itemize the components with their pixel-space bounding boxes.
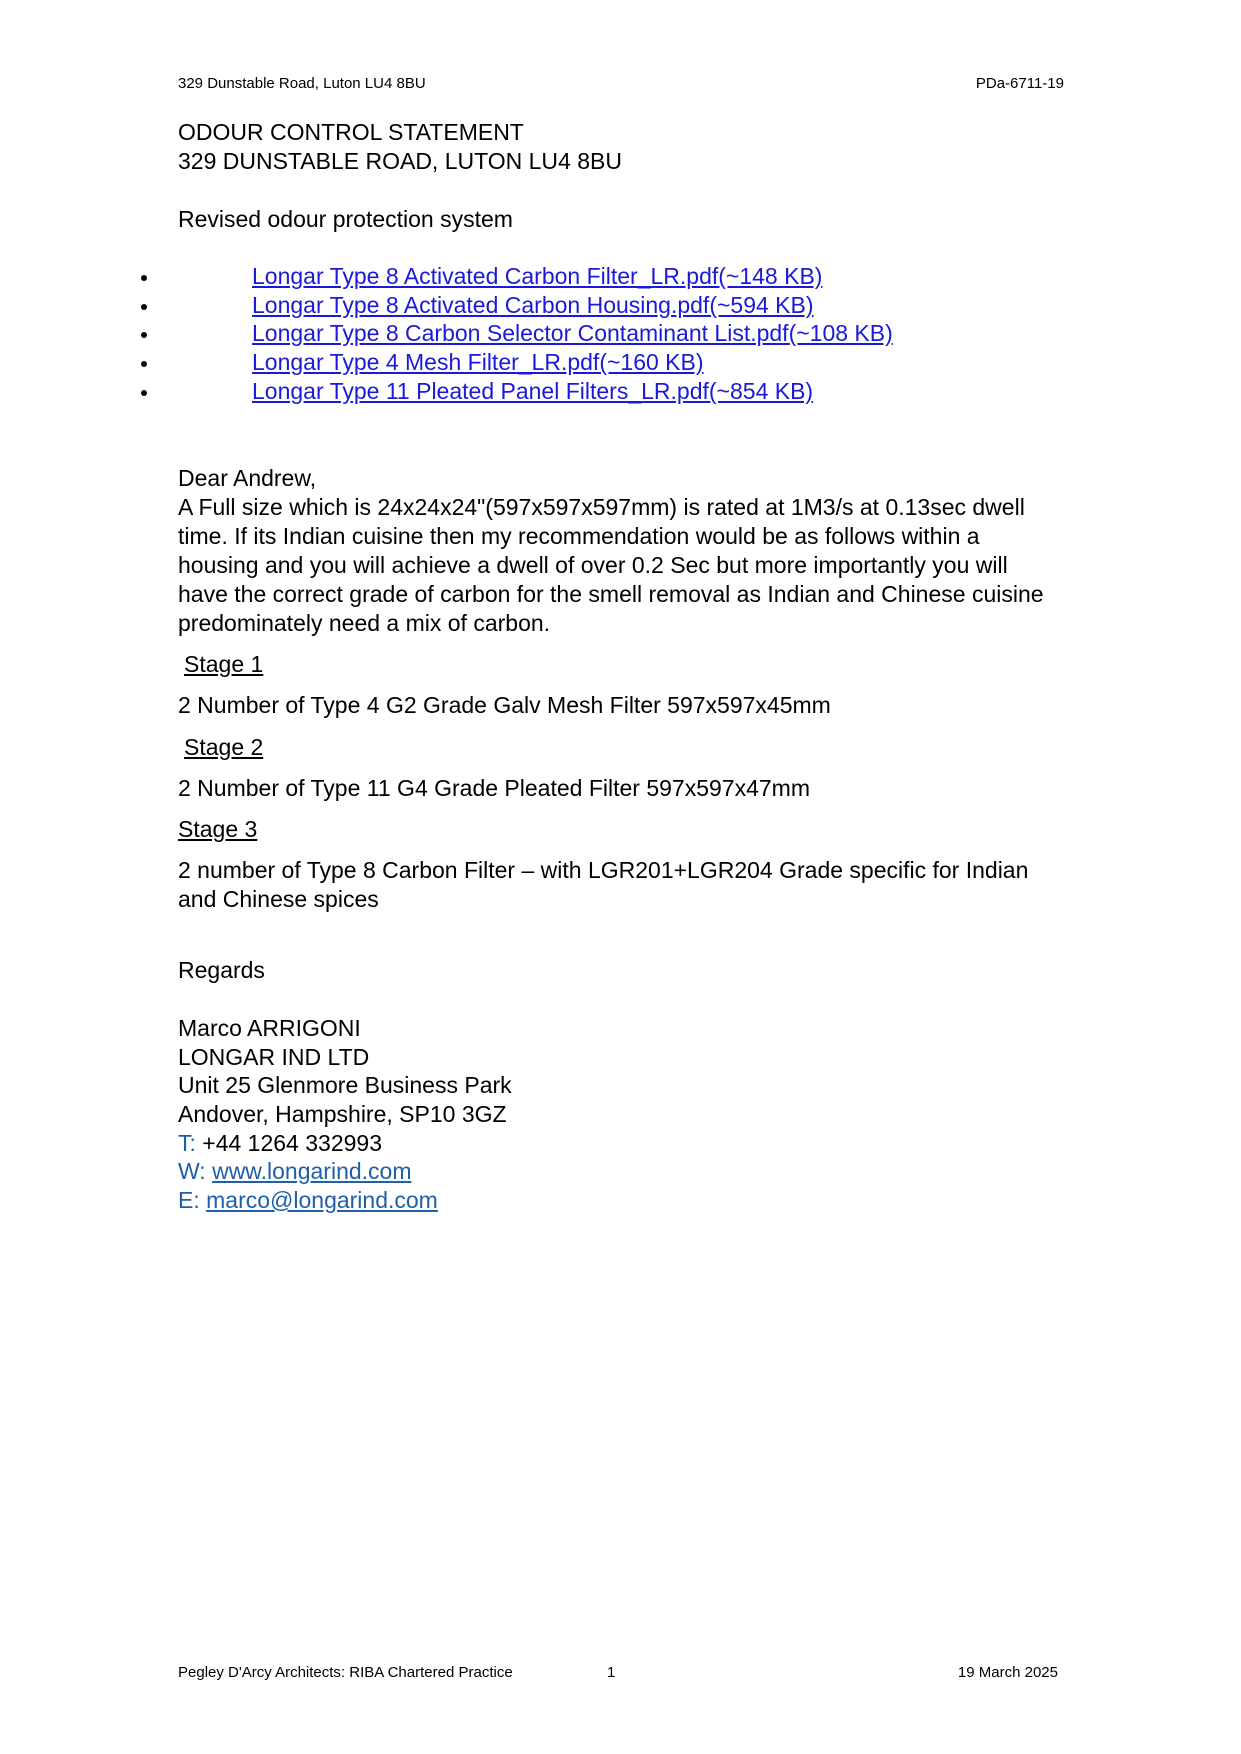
email-label: E: xyxy=(178,1187,200,1213)
stage-heading: Stage 2 xyxy=(184,734,264,760)
bullet-icon xyxy=(139,330,149,340)
footer-date: 19 March 2025 xyxy=(957,1664,1058,1681)
footer-practice: Pegley D'Arcy Architects: RIBA Chartered Practice xyxy=(178,1664,513,1681)
email-link[interactable]: marco@longarind.com xyxy=(206,1187,438,1213)
phone-line xyxy=(178,1129,382,1158)
letter-body: A Full size which is 24x24x24"(597x597x597mm) is rated at 1M3/s at 0.13sec dwell time. If its Indian cuisine then my recommendation would be as follows within a housing and you will achieve a dwell of over 0.2 Sec but more importantly you will have the correct grade of carbon for the smell removal as Indian and Chinese cuisine predominately need a mix of carbon. xyxy=(178,494,1044,636)
stage-heading: Stage 1 xyxy=(184,651,264,677)
intro-text: Revised odour protection system xyxy=(178,206,513,232)
stage-text: 2 Number of Type 4 G2 Grade Galv Mesh Filter 597x597x45mm xyxy=(178,692,831,718)
attachment-link[interactable]: Longar Type 8 Activated Carbon Housing.pdf(~594 KB) xyxy=(252,292,814,318)
bullet-icon xyxy=(139,302,149,312)
document-subtitle: 329 DUNSTABLE ROAD, LUTON LU4 8BU xyxy=(178,148,622,174)
signature-name: Marco ARRIGONI xyxy=(178,1015,361,1041)
phone-label: T: xyxy=(178,1130,196,1156)
attachment-link[interactable]: Longar Type 8 Carbon Selector Contaminant List.pdf(~108 KB) xyxy=(252,320,893,346)
signature-address-line1: Unit 25 Glenmore Business Park xyxy=(178,1072,512,1098)
signature-company: LONGAR IND LTD xyxy=(178,1044,370,1070)
bullet-icon xyxy=(139,388,149,398)
signature-address-line2: Andover, Hampshire, SP10 3GZ xyxy=(178,1101,507,1127)
attachment-link[interactable]: Longar Type 8 Activated Carbon Filter_LR.pdf(~148 KB) xyxy=(252,263,823,289)
closing: Regards xyxy=(178,957,265,983)
bullet-icon xyxy=(139,273,149,283)
website-link[interactable]: www.longarind.com xyxy=(212,1158,412,1184)
bullet-icon xyxy=(139,359,149,369)
stage-heading: Stage 3 xyxy=(178,816,258,842)
stage-text: 2 number of Type 8 Carbon Filter – with LGR201+LGR204 Grade specific for Indian and Chinese spices xyxy=(178,857,1029,912)
header-reference: PDa-6711-19 xyxy=(975,75,1064,92)
document-title: ODOUR CONTROL STATEMENT xyxy=(178,119,524,145)
footer-page-number: 1 xyxy=(607,1664,616,1681)
header-address: 329 Dunstable Road, Luton LU4 8BU xyxy=(178,75,426,92)
salutation: Dear Andrew, xyxy=(178,465,317,491)
attachment-link[interactable]: Longar Type 4 Mesh Filter_LR.pdf(~160 KB) xyxy=(252,349,704,375)
attachment-link[interactable]: Longar Type 11 Pleated Panel Filters_LR.pdf(~854 KB) xyxy=(252,378,814,404)
phone-number: +44 1264 332993 xyxy=(202,1130,382,1156)
website-label: W: xyxy=(178,1158,206,1184)
stage-text: 2 Number of Type 11 G4 Grade Pleated Filter 597x597x47mm xyxy=(178,775,810,801)
website-line xyxy=(178,1157,412,1186)
email-line xyxy=(178,1186,438,1215)
